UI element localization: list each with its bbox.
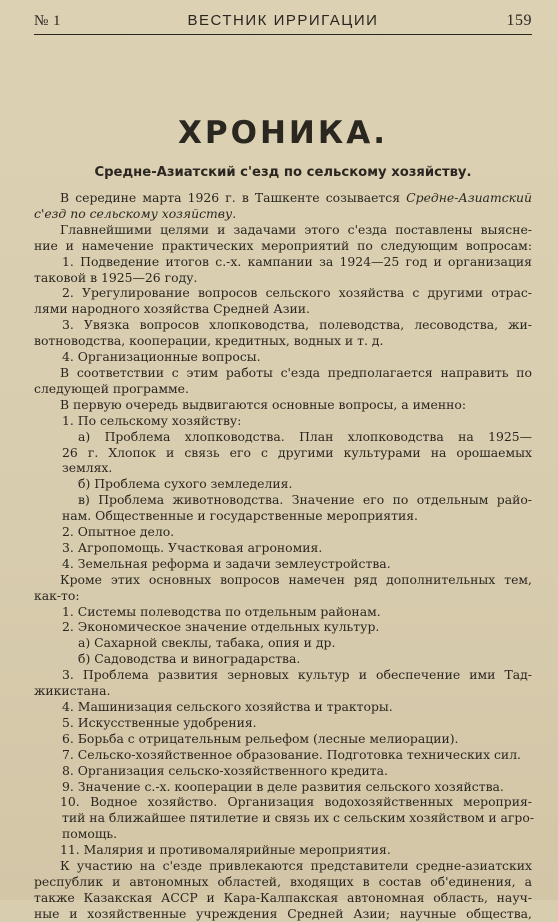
text-line: Главнейшими целями и задачами этого с'езда поставлены выясне- [60,221,532,237]
text-line: 7. Сельско-хозяйственное образование. Подготовка технических сил. [62,746,521,762]
text-line: 11. Малярия и противомалярийные мероприятия. [60,842,391,858]
text-line: 1. Системы полеводства по отдельным районам. [62,603,381,619]
text-line: землях. [62,460,113,476]
text-line: как-то: [34,587,80,603]
text-line: 3. Увязка вопросов хлопководства, полеводства, лесоводства, жи- [62,317,532,333]
text-line: 4. Земельная реформа и задачи землеустройства. [62,555,391,571]
article-body [34,190,535,922]
text-line: вотноводства, кооперации, кредитных, водных и т. д. [34,333,384,349]
text-line: В первую очередь выдвигаются основные вопросы, а именно: [60,396,466,412]
text-line: б) Проблема сухого земледелия. [78,476,293,492]
text-line: республик и автономных областей, входящих в состав об'единения, а [34,873,532,889]
running-header [34,12,532,30]
text-line: помощь. [62,826,118,842]
article-subtitle: Средне-Азиатский с'езд по сельскому хозяйству. [94,165,472,180]
text-line: В соответствии с этим работы с'езда предполагается направить по [60,364,532,380]
text-line: 26 г. Хлопок и связь его с другими культурами на орошаемых [62,444,532,460]
text-line: 2. Урегулирование вопросов сельского хозяйства с другими отрас- [62,285,532,301]
journal-title: ВЕСТНИК ИРРИГАЦИИ [187,12,379,29]
text-line: Кроме этих основных вопросов намечен ряд дополнительных тем, [60,571,532,587]
text-line: 10. Водное хозяйство. Организация водохозяйственных мероприя- [60,794,532,810]
text-line: 3. Агропомощь. Участковая агрономия. [62,539,323,555]
text-line: К участию на с'езде привлекаются представители средне-азиатских [60,858,532,874]
text-line: таковой в 1925—26 году. [34,269,198,285]
text-line: 6. Борьба с отрицательным рельефом (лесные мелиорации). [62,730,459,746]
text-line: 3. Проблема развития зерновых культур и обеспечение ими Тад- [62,667,532,683]
text-line: в) Проблема животноводства. Значение его по отдельным райо- [78,492,532,508]
text-line: 2. Экономическое значение отдельных культур. [62,619,380,635]
text-line: 2. Опытное дело. [62,524,175,540]
text-line: а) Проблема хлопководства. План хлопководства на 1925— [78,428,532,444]
text-line: ние и намечение практических мероприятий по следующим вопросам: [34,237,532,253]
text-line: а) Сахарной свеклы, табака, опия и др. [78,635,336,651]
section-title: ХРОНИКА. [178,115,388,151]
text-line: 5. Искусственные удобрения. [62,714,257,730]
text-line: 1. Подведение итогов с.-х. кампании за 1924—25 год и организация [62,253,532,269]
text-line: 9. Значение с.-х. кооперации в деле развития сельского хозяйства. [62,778,504,794]
text-line: жикистана. [34,683,111,699]
page-number: 159 [506,12,532,29]
text-line: 1. По сельскому хозяйству: [62,412,242,428]
text-line: б) Садоводства и виноградарства. [78,651,301,667]
issue-number: № 1 [34,13,62,29]
text-line: 4. Машинизация сельского хозяйства и тракторы. [62,699,393,714]
text-line: тий на ближайшее пятилетие и связь их с сельским хозяйством и агро- [62,810,535,826]
text-line: лями народного хозяйства Средней Азии. [34,301,310,317]
text-line: нам. Общественные и государственные мероприятия. [62,508,418,524]
text-line: с'езд по сельскому хозяйству. [34,205,237,221]
text-line: В середине марта 1926 г. в Ташкенте созывается Средне-Азиатский [60,190,532,205]
text-line: ные и хозяйственные учреждения Средней Азии; научные общества, [34,905,532,921]
text-line: также Казакская АССР и Кара-Калпакская автономная область, науч- [34,889,532,905]
text-line: 8. Организация сельско-хозяйственного кредита. [62,762,388,778]
text-line: следующей программе. [34,380,189,396]
header-rule [34,34,532,35]
text-line: 4. Организационные вопросы. [62,349,261,365]
